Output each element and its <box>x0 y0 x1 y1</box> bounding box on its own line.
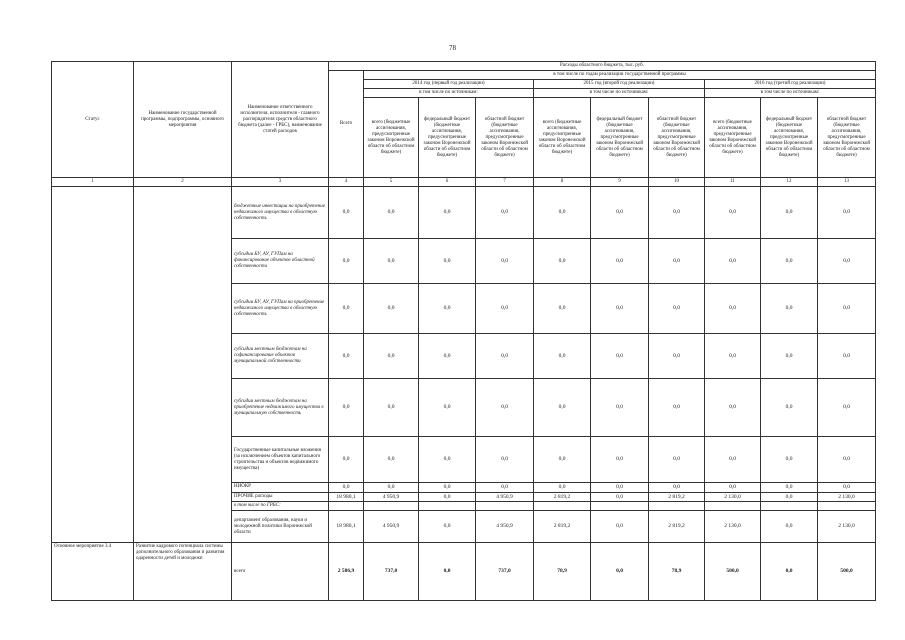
value-cell: 0,0 <box>591 284 649 334</box>
value-cell: 78,9 <box>534 543 591 601</box>
col-number: 1 <box>52 178 134 187</box>
value-cell: 0,0 <box>364 239 419 284</box>
year-2014-header: 2014 год (первый год реализации) <box>364 80 534 89</box>
col-number: 3 <box>232 178 329 187</box>
value-cell: 0,0 <box>591 437 649 483</box>
value-cell: 0,0 <box>705 187 761 239</box>
value-cell: 0,0 <box>419 239 476 284</box>
col-number: 11 <box>705 178 761 187</box>
regional-budget-2016: областной бюджет (бюджетные ассигнования, предусмотренные законом Воронежской области об областном бюджете) <box>818 98 876 178</box>
status-cell-empty <box>52 187 134 543</box>
value-cell: 18 980,1 <box>329 492 364 502</box>
expense-label: субсидии местным бюджетам на приобретение недвижимого имущества в муниципальную собственность <box>232 379 329 437</box>
value-cell: 4 950,9 <box>364 492 419 502</box>
value-cell: 0,0 <box>329 379 364 437</box>
measure-executor: всего <box>232 543 329 601</box>
empty-cell <box>364 502 419 511</box>
value-cell: 0,0 <box>591 239 649 284</box>
expense-label: бюджетные инвестиции на приобретение недвижимого имущества в областную собственность <box>232 187 329 239</box>
expense-label: субсидии БУ, АУ, ГУПам на финансирование объектов областной собственности <box>232 239 329 284</box>
expense-label: ПРОЧИЕ расходы <box>232 492 329 502</box>
incl-sources-2016: в том числе по источникам: <box>705 89 876 98</box>
value-cell: 0,0 <box>476 239 534 284</box>
col-number: 6 <box>419 178 476 187</box>
value-cell: 0,0 <box>761 187 818 239</box>
col-number: 12 <box>761 178 818 187</box>
value-cell: 0,0 <box>534 187 591 239</box>
value-cell: 0,0 <box>649 379 705 437</box>
incl-sources-2015: в том числе по источникам: <box>534 89 705 98</box>
value-cell: 2 130,0 <box>818 492 876 502</box>
value-cell: 4 950,9 <box>476 492 534 502</box>
budget-expenses-header: Расходы областного бюджета, тыс. руб. <box>329 62 876 71</box>
expense-label: Государственные капитальные вложения (за исключением объектов капитального строительства и объектов недвижимого имущества) <box>232 437 329 483</box>
value-cell: 0,0 <box>364 483 419 493</box>
value-cell: 0,0 <box>761 483 818 493</box>
value-cell: 2 819,2 <box>649 492 705 502</box>
value-cell: 0,0 <box>329 187 364 239</box>
value-cell: 0,0 <box>476 483 534 493</box>
federal-budget-2016: федеральный бюджет (бюджетные ассигнования, предусмотренные законом Воронежской области об областном бюджете) <box>761 98 818 178</box>
value-cell: 0,0 <box>364 437 419 483</box>
incl-years-header: в том числе по годам реализации государственной программы <box>364 71 876 80</box>
value-cell: 737,0 <box>364 543 419 601</box>
value-cell: 0,0 <box>649 284 705 334</box>
value-cell: 2 819,2 <box>534 492 591 502</box>
value-cell: 0,0 <box>534 239 591 284</box>
federal-budget-2015: федеральный бюджет (бюджетные ассигнования, предусмотренные законом Воронежской области об областном бюджете) <box>591 98 649 178</box>
value-cell: 0,0 <box>649 437 705 483</box>
value-cell: 4 950,9 <box>476 511 534 543</box>
value-cell: 2 130,0 <box>818 511 876 543</box>
department-label: департамент образования, науки и молодежной политики Воронежской области <box>232 511 329 543</box>
col-number: 10 <box>649 178 705 187</box>
col-number: 9 <box>591 178 649 187</box>
measure-status: Основное мероприятие 3.4 <box>52 543 134 601</box>
value-cell: 0,0 <box>329 334 364 379</box>
value-cell: 0,0 <box>591 492 649 502</box>
value-cell: 2 130,0 <box>705 511 761 543</box>
value-cell: 0,0 <box>419 379 476 437</box>
expense-label: НИОКР <box>232 483 329 493</box>
empty-cell <box>329 502 364 511</box>
value-cell: 0,0 <box>591 483 649 493</box>
value-cell: 0,0 <box>419 437 476 483</box>
page-number: 78 <box>449 44 456 52</box>
value-cell: 0,0 <box>649 239 705 284</box>
value-cell: 78,9 <box>649 543 705 601</box>
federal-budget-2014: федеральный бюджет (бюджетные ассигнования, предусмотренные законом Воронежской области об областном бюджете) <box>419 98 476 178</box>
value-cell: 0,0 <box>364 284 419 334</box>
value-cell: 0,0 <box>818 239 876 284</box>
year-2016-header: 2016 год (третий год реализации) <box>705 80 876 89</box>
value-cell: 0,0 <box>419 284 476 334</box>
value-cell: 0,0 <box>705 483 761 493</box>
expense-label: субсидии местным бюджетам на софинансирование объектов муниципальной собственности <box>232 334 329 379</box>
value-cell: 0,0 <box>534 334 591 379</box>
grbs-label: в том числе по ГРБС: <box>232 502 329 511</box>
measure-name: Развитие кадрового потенциала системы дополнительного образования и развития одаренности детей и молодежи <box>134 543 232 601</box>
total-budget-2014: всего (бюджетные ассигнования, предусмотренные законом Воронежской области об областном бюджете) <box>364 98 419 178</box>
value-cell: 0,0 <box>591 379 649 437</box>
value-cell: 500,0 <box>705 543 761 601</box>
col-number: 8 <box>534 178 591 187</box>
value-cell: 2 130,0 <box>705 492 761 502</box>
value-cell: 0,0 <box>761 284 818 334</box>
value-cell: 0,0 <box>534 284 591 334</box>
value-cell: 737,0 <box>476 543 534 601</box>
empty-cell <box>534 502 591 511</box>
value-cell: 0,0 <box>534 483 591 493</box>
value-cell: 0,0 <box>649 187 705 239</box>
empty-cell <box>818 502 876 511</box>
budget-table <box>51 61 876 601</box>
col-number: 7 <box>476 178 534 187</box>
value-cell: 0,0 <box>705 284 761 334</box>
value-cell: 18 980,1 <box>329 511 364 543</box>
value-cell: 0,0 <box>705 379 761 437</box>
value-cell: 0,0 <box>591 187 649 239</box>
value-cell: 0,0 <box>818 437 876 483</box>
value-cell: 0,0 <box>591 334 649 379</box>
value-cell: 0,0 <box>761 379 818 437</box>
value-cell: 0,0 <box>329 483 364 493</box>
regional-budget-2014: областной бюджет (бюджетные ассигнования, предусмотренные законом Воронежской области об областном бюджете) <box>476 98 534 178</box>
value-cell: 0,0 <box>818 284 876 334</box>
value-cell: 0,0 <box>419 483 476 493</box>
value-cell: 0,0 <box>818 334 876 379</box>
value-cell: 0,0 <box>419 334 476 379</box>
value-cell: 0,0 <box>419 543 476 601</box>
value-cell: 2 819,2 <box>534 511 591 543</box>
value-cell: 0,0 <box>761 437 818 483</box>
value-cell: 0,0 <box>761 334 818 379</box>
value-cell: 0,0 <box>364 334 419 379</box>
empty-cell <box>705 502 761 511</box>
value-cell: 0,0 <box>329 239 364 284</box>
empty-cell <box>761 502 818 511</box>
empty-cell <box>591 502 649 511</box>
year-2015-header: 2015 год (второй год реализации) <box>534 80 705 89</box>
value-cell: 0,0 <box>476 379 534 437</box>
col-number: 4 <box>329 178 364 187</box>
value-cell: 2 586,9 <box>329 543 364 601</box>
status-header: Статус <box>52 62 134 178</box>
value-cell: 0,0 <box>364 187 419 239</box>
col-number: 13 <box>818 178 876 187</box>
value-cell: 0,0 <box>419 511 476 543</box>
empty-cell <box>419 502 476 511</box>
value-cell: 0,0 <box>818 483 876 493</box>
value-cell: 0,0 <box>705 334 761 379</box>
value-cell: 4 950,9 <box>364 511 419 543</box>
value-cell: 0,0 <box>761 543 818 601</box>
total-budget-2016: всего (бюджетные ассигнования, предусмотренные законом Воронежской области об областном бюджете) <box>705 98 761 178</box>
value-cell: 0,0 <box>591 543 649 601</box>
value-cell: 500,0 <box>818 543 876 601</box>
total-budget-2015: всего (бюджетные ассигнования, предусмотренные законом Воронежской области об областном бюджете) <box>534 98 591 178</box>
empty-cell <box>476 502 534 511</box>
value-cell: 2 819,2 <box>649 511 705 543</box>
value-cell: 0,0 <box>649 483 705 493</box>
value-cell: 0,0 <box>419 492 476 502</box>
value-cell: 0,0 <box>761 239 818 284</box>
value-cell: 0,0 <box>476 334 534 379</box>
name-cell-empty <box>134 187 232 543</box>
incl-sources-2014: в том числе по источникам: <box>364 89 534 98</box>
value-cell: 0,0 <box>329 284 364 334</box>
value-cell: 0,0 <box>476 187 534 239</box>
program-name-header: Наименование государственной программы, подпрограммы, основного мероприятия <box>134 62 232 178</box>
expense-label: субсидии БУ, АУ, ГУПам на приобретение недвижимого имущества в областную собственность <box>232 284 329 334</box>
value-cell: 0,0 <box>591 511 649 543</box>
value-cell: 0,0 <box>818 187 876 239</box>
regional-budget-2015: областной бюджет (бюджетные ассигнования, предусмотренные законом Воронежской области об областном бюджете) <box>649 98 705 178</box>
total-header: Всего <box>329 71 364 178</box>
value-cell: 0,0 <box>761 492 818 502</box>
value-cell: 0,0 <box>329 437 364 483</box>
value-cell: 0,0 <box>534 437 591 483</box>
value-cell: 0,0 <box>761 511 818 543</box>
value-cell: 0,0 <box>534 379 591 437</box>
col-number: 5 <box>364 178 419 187</box>
empty-cell <box>649 502 705 511</box>
value-cell: 0,0 <box>649 334 705 379</box>
value-cell: 0,0 <box>419 187 476 239</box>
value-cell: 0,0 <box>818 379 876 437</box>
value-cell: 0,0 <box>476 284 534 334</box>
executor-header: Наименование ответственного исполнителя, исполнителя - главного распорядителя средств областного бюджета (далее - ГРБС), наименование статей расходов <box>232 62 329 178</box>
value-cell: 0,0 <box>705 437 761 483</box>
value-cell: 0,0 <box>705 239 761 284</box>
value-cell: 0,0 <box>364 379 419 437</box>
col-number: 2 <box>134 178 232 187</box>
value-cell: 0,0 <box>476 437 534 483</box>
